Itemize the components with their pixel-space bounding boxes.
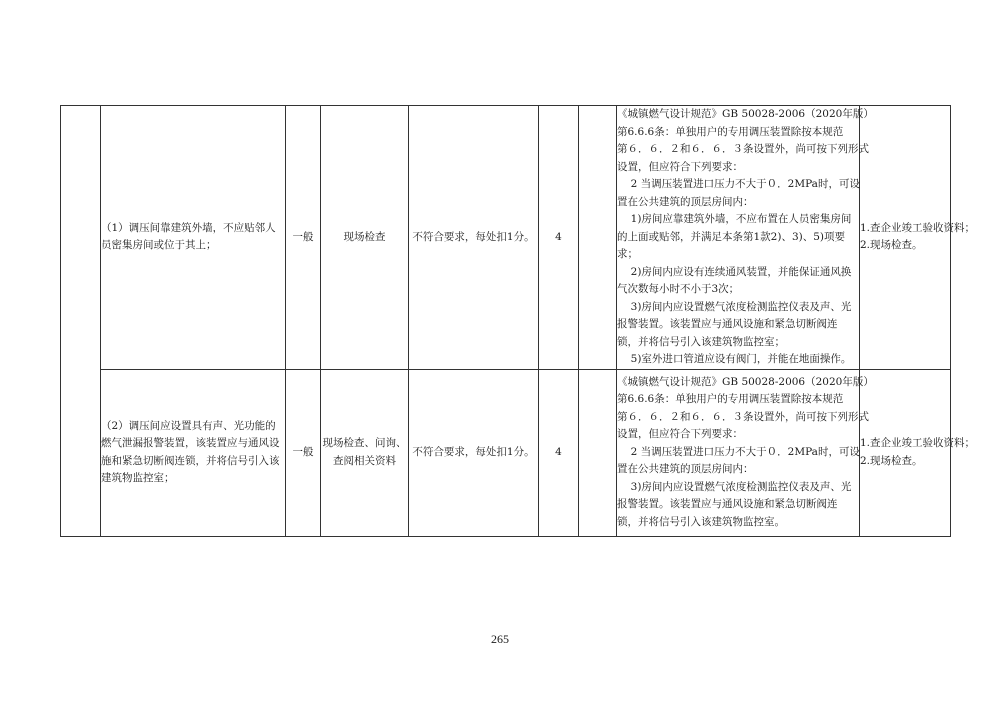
scoring-cell: 不符合要求，每处扣1分。 (409, 106, 539, 370)
item-cell: （2）调压间应设置具有声、光功能的燃气泄漏报警装置，该装置应与通风设施和紧急切断阀连锁，并将信号引入该建筑物监控室； (101, 369, 286, 536)
page-number: 265 (491, 632, 509, 646)
basis-line: 3)房间内应设置燃气浓度检测监控仪表及声、光 (630, 480, 852, 493)
basis-line: 1)房间应靠建筑外墙，不应布置在人员密集房间 (630, 213, 852, 225)
level-cell: 一般 (286, 106, 321, 370)
check-method-cell (860, 369, 976, 536)
basis-line: 2 当调压装置进口压力不大于０．2MPa时，可设 (630, 445, 860, 458)
score-cell: 4 (539, 369, 579, 536)
basis-line: 置在公共建筑的顶层房间内： (617, 463, 754, 476)
basis-line: 的上面或贴邻，并满足本条第1款2)、3)、5)项要 (617, 230, 846, 243)
category-cell (61, 106, 101, 537)
basis-line: 《城镇燃气设计规范》GB 50028-2006（2020年版） (617, 375, 874, 388)
basis-line: 2 当调压装置进口压力不大于０．2MPa时，可设 (630, 178, 860, 190)
table-row (61, 106, 951, 370)
basis-line: 第6.6.6条：单独用户的专用调压装置除按本规范 (617, 125, 844, 138)
basis-line: 置在公共建筑的顶层房间内： (617, 195, 754, 208)
basis-line: 第6.6.6条：单独用户的专用调压装置除按本规范 (617, 393, 844, 406)
check-line: 1.查企业竣工验收资料； (860, 437, 976, 449)
basis-line: 3)房间内应设置燃气浓度检测监控仪表及声、光 (630, 300, 852, 313)
basis-line: 求； (617, 248, 638, 260)
basis-line: 第６．６．２和６．６．３条设置外，尚可按下列形式 (617, 410, 869, 423)
basis-line: 2)房间内应设有连续通风装置，并能保证通风换 (630, 265, 852, 278)
blank-cell (579, 106, 617, 370)
method-cell: 现场检查、问询、查阅相关资料 (321, 369, 409, 536)
basis-line: 设置，但应符合下列要求： (617, 428, 743, 441)
item-cell: （1）调压间靠建筑外墙，不应贴邻人员密集房间或位于其上； (101, 106, 286, 370)
check-line: 1.查企业竣工验收资料； (860, 221, 976, 234)
check-line: 2.现场检查。 (860, 239, 923, 252)
table-row (61, 369, 951, 536)
level-cell: 一般 (286, 369, 321, 536)
basis-line: 《城镇燃气设计规范》GB 50028-2006（2020年版） (617, 108, 874, 120)
basis-cell (617, 369, 874, 536)
check-method-cell (860, 106, 976, 370)
basis-line: 锁，并将信号引入该建筑物监控室； (617, 335, 785, 348)
check-line: 2.现场检查。 (860, 454, 923, 467)
basis-line: 第６．６．２和６．６．３条设置外，尚可按下列形式 (617, 143, 869, 155)
blank-cell (579, 369, 617, 536)
basis-cell (617, 106, 874, 370)
basis-line: 设置，但应符合下列要求： (617, 160, 743, 173)
basis-line: 报警装置。该装置应与通风设施和紧急切断阀连 (617, 498, 838, 511)
basis-line: 5)室外进口管道应设有阀门，并能在地面操作。 (630, 353, 852, 365)
method-cell: 现场检查 (321, 106, 409, 370)
score-cell: 4 (539, 106, 579, 370)
basis-line: 锁，并将信号引入该建筑物监控室。 (617, 515, 785, 528)
inspection-table (60, 105, 976, 537)
basis-line: 气次数每小时不小于3次； (617, 283, 740, 295)
basis-line: 报警装置。该装置应与通风设施和紧急切断阀连 (617, 318, 838, 330)
scoring-cell: 不符合要求，每处扣1分。 (409, 369, 539, 536)
